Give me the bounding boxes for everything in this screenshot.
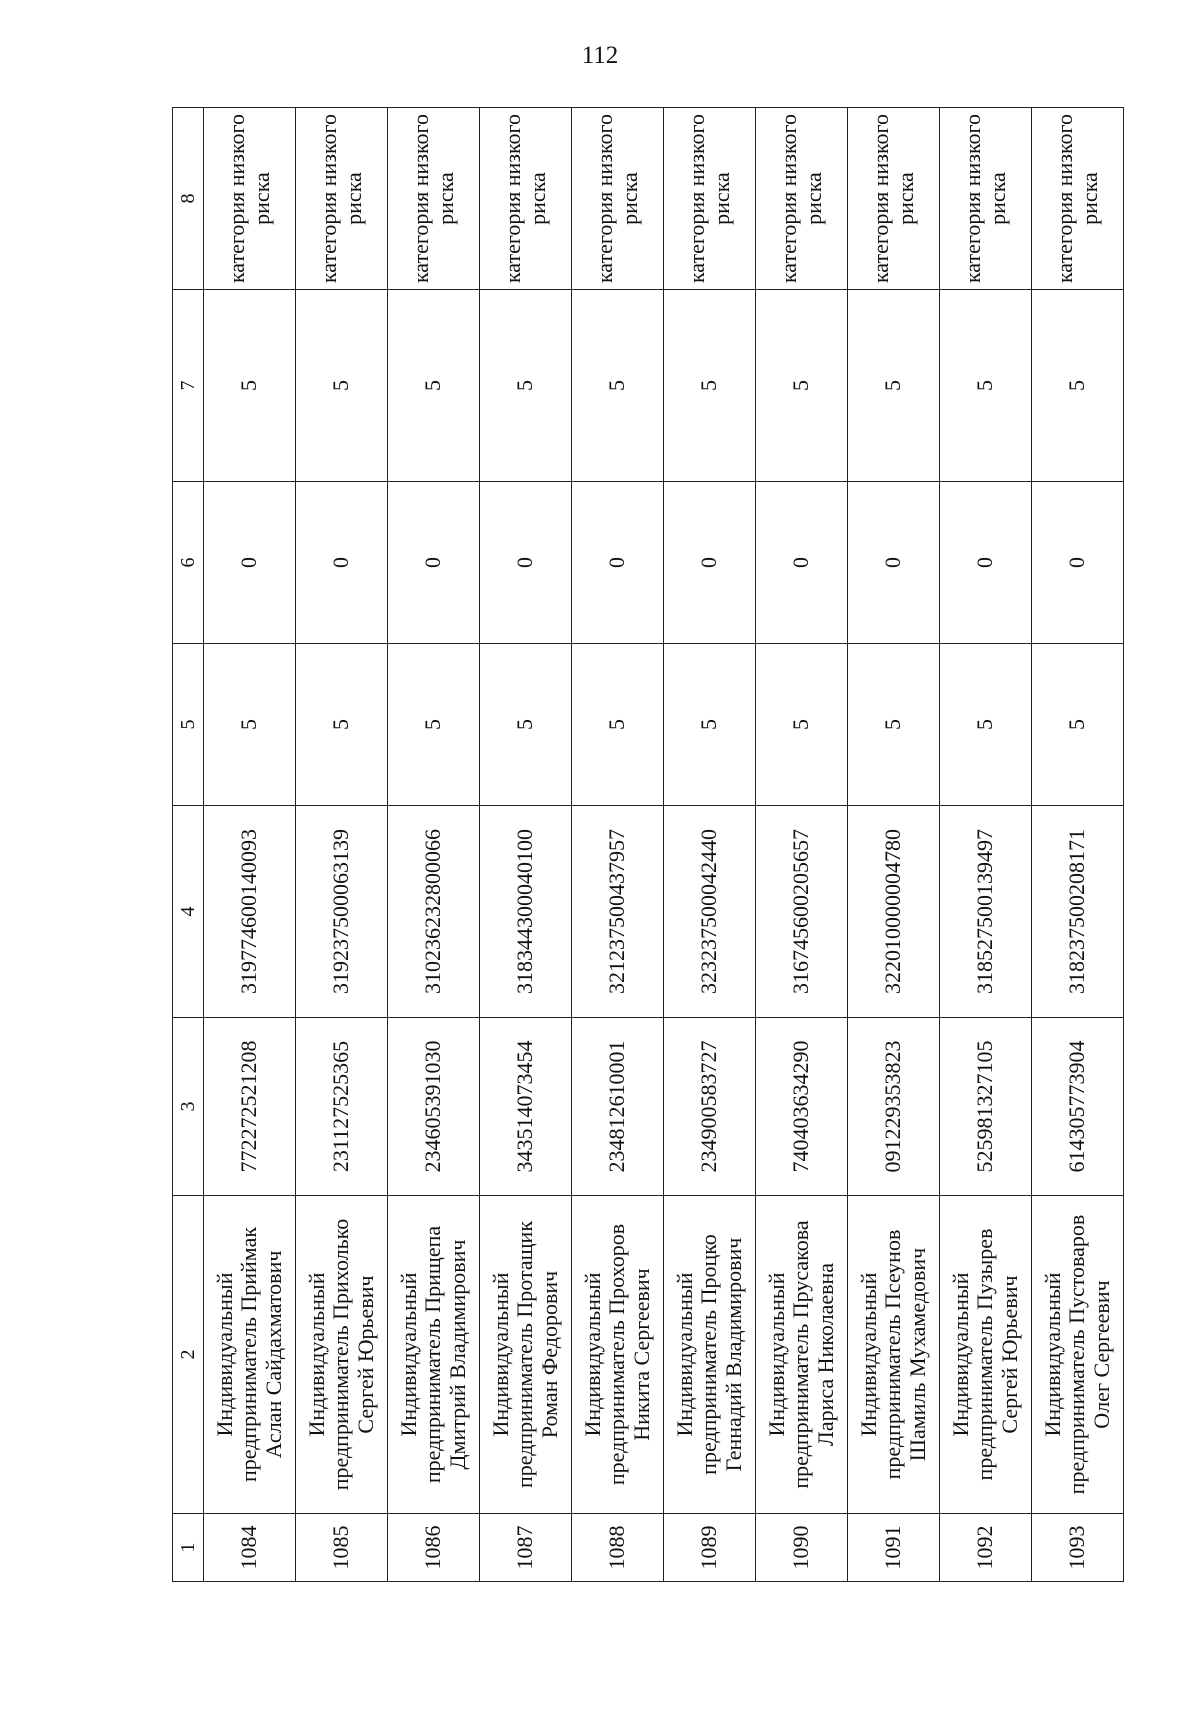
row-number: 1088 xyxy=(572,1514,664,1582)
inn-value: 772272521208 xyxy=(204,1018,296,1196)
ogrn-value: 319774600140093 xyxy=(204,806,296,1018)
column-6-value: 0 xyxy=(848,482,940,644)
table-row xyxy=(1032,108,1124,1582)
row-number: 1087 xyxy=(480,1514,572,1582)
column-6-value: 0 xyxy=(204,482,296,644)
inn-value: 234605391030 xyxy=(388,1018,480,1196)
table-row xyxy=(664,108,756,1582)
ogrn-value: 322010000004780 xyxy=(848,806,940,1018)
risk-category: категория низкого риска xyxy=(848,108,940,290)
column-6-value: 0 xyxy=(296,482,388,644)
column-header: 7 xyxy=(173,290,204,482)
row-number: 1092 xyxy=(940,1514,1032,1582)
inn-value: 234812610001 xyxy=(572,1018,664,1196)
rotated-table-container xyxy=(172,108,1116,1582)
column-7-value: 5 xyxy=(940,290,1032,482)
row-number: 1091 xyxy=(848,1514,940,1582)
column-7-value: 5 xyxy=(1032,290,1124,482)
entrepreneur-name: Индивидуальный предприниматель Псеунов Шамиль Мухамедович xyxy=(848,1196,940,1514)
risk-category: категория низкого риска xyxy=(388,108,480,290)
page-number: 112 xyxy=(581,42,619,69)
table-row xyxy=(572,108,664,1582)
column-7-value: 5 xyxy=(204,290,296,482)
column-5-value: 5 xyxy=(848,644,940,806)
column-5-value: 5 xyxy=(664,644,756,806)
table-row xyxy=(204,108,296,1582)
table-header-row xyxy=(173,108,204,1582)
column-5-value: 5 xyxy=(388,644,480,806)
ogrn-value: 323237500042440 xyxy=(664,806,756,1018)
column-5-value: 5 xyxy=(940,644,1032,806)
column-header: 4 xyxy=(173,806,204,1018)
column-header: 3 xyxy=(173,1018,204,1196)
registry-table xyxy=(172,107,1124,1582)
risk-category: категория низкого риска xyxy=(480,108,572,290)
column-7-value: 5 xyxy=(664,290,756,482)
row-number: 1085 xyxy=(296,1514,388,1582)
column-6-value: 0 xyxy=(940,482,1032,644)
row-number: 1084 xyxy=(204,1514,296,1582)
entrepreneur-name: Индивидуальный предприниматель Приймак Аслан Сайдахматович xyxy=(204,1196,296,1514)
risk-category: категория низкого риска xyxy=(664,108,756,290)
table-frame xyxy=(172,108,1116,1582)
column-6-value: 0 xyxy=(756,482,848,644)
column-header: 6 xyxy=(173,482,204,644)
ogrn-value: 316745600205657 xyxy=(756,806,848,1018)
table-row xyxy=(756,108,848,1582)
inn-value: 343514073454 xyxy=(480,1018,572,1196)
column-7-value: 5 xyxy=(480,290,572,482)
inn-value: 091229353823 xyxy=(848,1018,940,1196)
column-header: 1 xyxy=(173,1514,204,1582)
risk-category: категория низкого риска xyxy=(940,108,1032,290)
table-row xyxy=(480,108,572,1582)
column-header: 2 xyxy=(173,1196,204,1514)
column-6-value: 0 xyxy=(1032,482,1124,644)
entrepreneur-name: Индивидуальный предприниматель Прусакова Лариса Николаевна xyxy=(756,1196,848,1514)
column-header: 8 xyxy=(173,108,204,290)
ogrn-value: 318527500139497 xyxy=(940,806,1032,1018)
column-7-value: 5 xyxy=(848,290,940,482)
inn-value: 740403634290 xyxy=(756,1018,848,1196)
table-row xyxy=(388,108,480,1582)
entrepreneur-name: Индивидуальный предприниматель Прохоров Никита Сергеевич xyxy=(572,1196,664,1514)
ogrn-value: 318344300040100 xyxy=(480,806,572,1018)
column-header: 5 xyxy=(173,644,204,806)
column-5-value: 5 xyxy=(756,644,848,806)
ogrn-value: 310236232800066 xyxy=(388,806,480,1018)
row-number: 1089 xyxy=(664,1514,756,1582)
entrepreneur-name: Индивидуальный предприниматель Прихолько Сергей Юрьевич xyxy=(296,1196,388,1514)
column-6-value: 0 xyxy=(480,482,572,644)
column-7-value: 5 xyxy=(572,290,664,482)
column-7-value: 5 xyxy=(296,290,388,482)
column-7-value: 5 xyxy=(756,290,848,482)
column-6-value: 0 xyxy=(388,482,480,644)
risk-category: категория низкого риска xyxy=(296,108,388,290)
column-6-value: 0 xyxy=(572,482,664,644)
ogrn-value: 319237500063139 xyxy=(296,806,388,1018)
inn-value: 231127525365 xyxy=(296,1018,388,1196)
table-row xyxy=(848,108,940,1582)
table-row xyxy=(940,108,1032,1582)
row-number: 1090 xyxy=(756,1514,848,1582)
inn-value: 525981327105 xyxy=(940,1018,1032,1196)
column-5-value: 5 xyxy=(296,644,388,806)
column-7-value: 5 xyxy=(388,290,480,482)
entrepreneur-name: Индивидуальный предприниматель Прищепа Дмитрий Владимирович xyxy=(388,1196,480,1514)
inn-value: 234900583727 xyxy=(664,1018,756,1196)
column-5-value: 5 xyxy=(1032,644,1124,806)
table-row xyxy=(296,108,388,1582)
inn-value: 614305773904 xyxy=(1032,1018,1124,1196)
ogrn-value: 321237500437957 xyxy=(572,806,664,1018)
risk-category: категория низкого риска xyxy=(1032,108,1124,290)
ogrn-value: 318237500208171 xyxy=(1032,806,1124,1018)
risk-category: категория низкого риска xyxy=(204,108,296,290)
column-6-value: 0 xyxy=(664,482,756,644)
risk-category: категория низкого риска xyxy=(572,108,664,290)
entrepreneur-name: Индивидуальный предприниматель Пустоваров Олег Сергеевич xyxy=(1032,1196,1124,1514)
column-5-value: 5 xyxy=(480,644,572,806)
row-number: 1093 xyxy=(1032,1514,1124,1582)
row-number: 1086 xyxy=(388,1514,480,1582)
column-5-value: 5 xyxy=(204,644,296,806)
column-5-value: 5 xyxy=(572,644,664,806)
risk-category: категория низкого риска xyxy=(756,108,848,290)
entrepreneur-name: Индивидуальный предприниматель Протащик Роман Федорович xyxy=(480,1196,572,1514)
entrepreneur-name: Индивидуальный предприниматель Процко Геннадий Владимирович xyxy=(664,1196,756,1514)
entrepreneur-name: Индивидуальный предприниматель Пузырев Сергей Юрьевич xyxy=(940,1196,1032,1514)
